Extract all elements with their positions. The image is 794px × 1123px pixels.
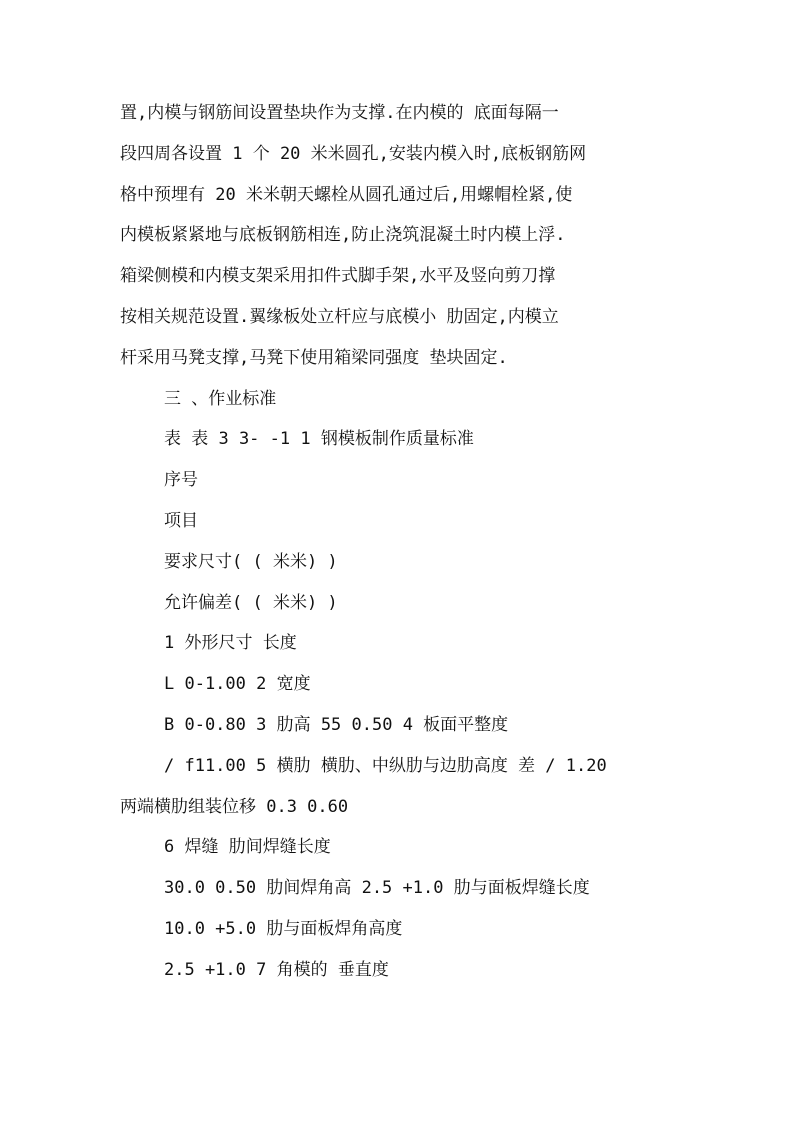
table-line: 6 焊缝 肋间焊缝长度: [164, 837, 331, 858]
table-line: 要求尺寸( ( 米米) ): [164, 551, 338, 572]
table-line: / f11.00 5 横肋 横肋、中纵肋与边肋高度 差 / 1.20: [164, 755, 607, 776]
paragraph-line: 内模板紧紧地与底板钢筋相连,防止浇筑混凝土时内模上浮.: [120, 225, 566, 246]
table-line: 10.0 +5.0 肋与面板焊角高度: [164, 918, 403, 939]
paragraph-line: 杆采用马凳支撑,马凳下使用箱梁同强度 垫块固定.: [120, 347, 508, 368]
paragraph-line: 箱梁侧模和内模支架采用扣件式脚手架,水平及竖向剪刀撑: [120, 266, 556, 287]
table-line: 项目: [164, 510, 198, 531]
table-line: B 0-0.80 3 肋高 55 0.50 4 板面平整度: [164, 714, 509, 735]
paragraph-line: 按相关规范设置.翼缘板处立杆应与底模小 肋固定,内模立: [120, 306, 559, 327]
table-line: 30.0 0.50 肋间焊角高 2.5 +1.0 肋与面板焊缝长度: [164, 878, 590, 899]
paragraph-line: 段四周各设置 1 个 20 米米圆孔,安装内模入时,底板钢筋网: [120, 143, 587, 164]
document-body: [120, 93, 676, 991]
table-line: 序号: [164, 470, 198, 491]
table-line: L 0-1.00 2 宽度: [164, 674, 311, 695]
table-line: 1 外形尺寸 长度: [164, 633, 297, 654]
paragraph-line: 格中预埋有 20 米米朝天螺栓从圆孔通过后,用螺帽栓紧,使: [120, 184, 573, 205]
paragraph-line: 置,内模与钢筋间设置垫块作为支撑.在内模的 底面每隔一: [120, 103, 559, 123]
table-caption: 表 表 3 3- -1 1 钢模板制作质量标准: [164, 429, 474, 450]
table-line-wrapped: 两端横肋组装位移 0.3 0.60: [120, 796, 349, 817]
section-heading: 三 、作业标准: [164, 388, 277, 409]
table-line: 2.5 +1.0 7 角模的 垂直度: [164, 959, 389, 980]
table-line: 允许偏差( ( 米米) ): [164, 592, 338, 613]
